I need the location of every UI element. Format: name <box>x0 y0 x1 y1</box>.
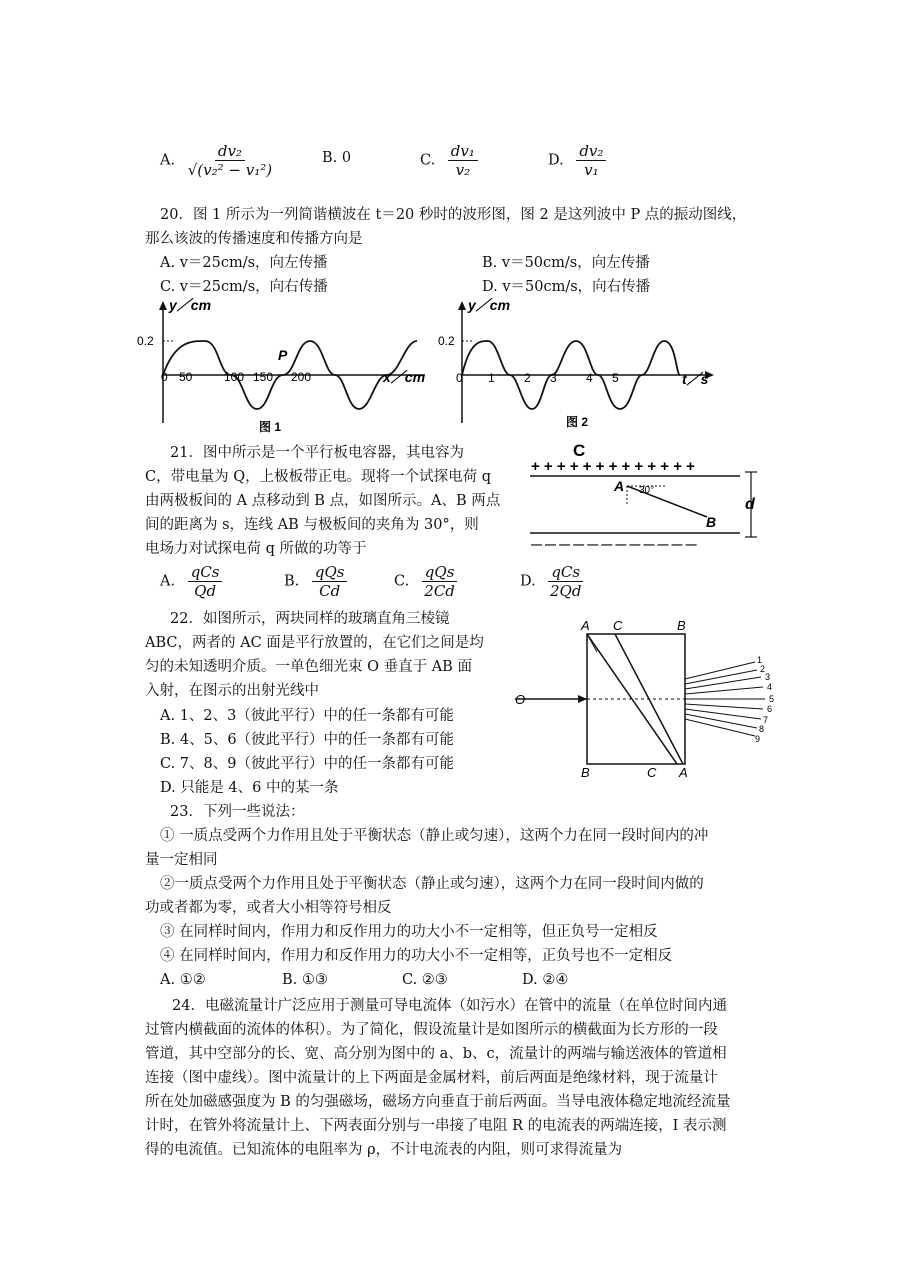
q20-option-b: B. v＝50cm/s，向左传播 <box>482 255 650 271</box>
fraction <box>448 142 478 179</box>
numerator: dv₁ <box>448 142 478 161</box>
q21-option-a <box>160 563 222 600</box>
capacitor-figure <box>525 438 775 553</box>
denominator: v₁ <box>584 161 599 179</box>
ray-label: 4 <box>767 682 773 692</box>
wave-figure-1 <box>135 298 435 438</box>
q24-stem-line-7: 得的电流值。已知流体的电阻率为 ρ，不计电流表的内阻，则可求得流量为 <box>145 1142 623 1158</box>
beam-label: O <box>515 692 526 707</box>
ray-2 <box>685 670 757 684</box>
q21-stem-line-5: 电场力对试探电荷 q 所做的功等于 <box>145 541 367 557</box>
q24-stem-line-1: 24．电磁流量计广泛应用于测量可导电流体（如污水）在管中的流量（在单位时间内通 <box>172 998 727 1014</box>
ray-6 <box>685 704 763 709</box>
y-axis-arrow <box>159 301 167 310</box>
denominator: Qd <box>194 582 217 600</box>
figure-caption: 图 1 <box>259 420 282 434</box>
q20-option-a: A. v＝25cm/s，向左传播 <box>160 255 328 271</box>
option-label: D. <box>520 573 536 590</box>
q21-option-d <box>520 563 583 600</box>
vertex-label-c-bottom: C <box>647 765 657 780</box>
t-tick-label: 1 <box>488 371 495 385</box>
amplitude-label: 0.2 <box>438 334 455 348</box>
x-tick-label: 150 <box>253 370 274 384</box>
q21-stem-line-2: C，带电量为 Q，上极板带正电。现将一个试探电荷 q <box>145 469 491 485</box>
q19-option-c <box>420 142 478 179</box>
ray-label: 5 <box>769 694 775 704</box>
option-label: A. <box>160 152 176 169</box>
option-label: A. <box>160 573 176 590</box>
q22-stem-line-2: ABC，两者的 AC 面是平行放置的，在它们之间是均 <box>145 635 484 651</box>
denominator: Cd <box>319 582 341 600</box>
denominator: 2Qd <box>549 582 582 600</box>
negative-charges: — — — — — — — — — — — — <box>531 539 697 551</box>
ray-label: 8 <box>759 724 765 734</box>
x-tick-label: 0 <box>161 370 168 384</box>
q21-stem-line-1: 21．图中所示是一个平行板电容器，其电容为 <box>170 445 464 461</box>
q23-option-c: C. ②③ <box>402 972 448 988</box>
ray-label: 2 <box>760 664 766 674</box>
q23-statement-2b: 功或者都为零，或者大小相等符号相反 <box>145 900 392 916</box>
q22-option-b: B. 4、5、6（彼此平行）中的任一条都有可能 <box>160 732 455 748</box>
q22-stem-line-1: 22．如图所示，两块同样的玻璃直角三棱镜 <box>170 611 450 627</box>
angle-label: 30° <box>639 485 655 496</box>
ray-label: 3 <box>765 672 771 682</box>
ray-label: 7 <box>763 715 769 725</box>
q22-option-a: A. 1、2、3（彼此平行）中的任一条都有可能 <box>160 708 454 724</box>
q23-statement-2a: ②一质点受两个力作用且处于平衡状态（静止或匀速），这两个力在同一段时间内做的 <box>160 876 704 892</box>
q24-stem-line-2: 过管内横截面的流体的体积）。为了简化，假设流量计是如图所示的横截面为长方形的一段 <box>145 1022 718 1038</box>
t-tick-label: 0 <box>456 371 463 385</box>
q20-option-d: D. v＝50cm/s，向右传播 <box>482 279 651 295</box>
incident-arrow <box>578 695 587 703</box>
q21-option-b <box>284 563 347 600</box>
option-label: B. <box>284 573 300 590</box>
q20-stem-line-2: 那么该波的传播速度和传播方向是 <box>145 231 363 247</box>
t-tick-label: 4 <box>586 371 593 385</box>
q23-option-b: B. ①③ <box>282 972 328 988</box>
q23-statement-3: ③ 在同样时间内，作用力和反作用力的功大小不一定相等，但正负号一定相反 <box>160 924 658 940</box>
numerator: dv₂ <box>576 142 606 161</box>
option-label: D. <box>548 152 564 169</box>
fraction <box>576 142 606 179</box>
q23-option-a: A. ①② <box>160 972 206 988</box>
vertex-label-a-top: A <box>581 618 590 633</box>
point-a-label: A <box>614 478 625 494</box>
q22-option-d: D. 只能是 4、6 中的某一条 <box>160 780 339 796</box>
prism-edge-mark <box>587 634 597 652</box>
x-tick-label: 50 <box>179 370 193 384</box>
fraction <box>188 563 223 600</box>
prism-figure <box>505 612 785 782</box>
q22-stem-line-3: 匀的未知透明介质。一单色细光束 O 垂直于 AB 面 <box>145 659 472 675</box>
ray-3 <box>685 677 761 689</box>
q20-option-c: C. v＝25cm/s，向右传播 <box>160 279 328 295</box>
x-axis-label: x／cm <box>383 369 426 385</box>
q21-option-c <box>394 563 457 600</box>
q23-statement-1b: 量一定相同 <box>145 852 218 868</box>
option-label: C. <box>394 573 410 590</box>
q23-option-d: D. ②④ <box>522 972 569 988</box>
q23-title: 23．下列一些说法： <box>170 804 305 820</box>
denominator: √(v₂² − v₁²) <box>187 161 273 179</box>
x-tick-label: 100 <box>224 370 245 384</box>
vertex-label-b-top: B <box>677 618 686 633</box>
q21-stem-line-4: 间的距离为 s，连线 AB 与极板间的夹角为 30°，则 <box>145 517 479 533</box>
vertex-label-b-bottom: B <box>581 765 590 780</box>
capacitor-label: C <box>573 441 586 460</box>
y-axis-label: y／cm <box>468 298 511 313</box>
ray-7 <box>685 709 761 719</box>
ray-9 <box>685 719 755 736</box>
ray-1 <box>685 662 755 679</box>
numerator: qQs <box>422 563 458 582</box>
t-tick-label: 3 <box>550 371 557 385</box>
numerator: qCs <box>548 563 583 582</box>
numerator: qCs <box>188 563 223 582</box>
q24-stem-line-3: 管道，其中空部分的长、宽、高分别为图中的 a、b、c，流量计的两端与输送液体的管道相 <box>145 1046 727 1062</box>
amplitude-label: 0.2 <box>137 334 154 348</box>
vibration-figure-2 <box>438 298 718 438</box>
q19-option-b: B. 0 <box>322 150 352 166</box>
numerator: dv₂ <box>215 142 245 161</box>
ray-label: 6 <box>767 704 773 714</box>
vertex-label-a-bottom: A <box>679 765 688 780</box>
q20-stem-line-1: 20．图 1 所示为一列简谐横波在 t＝20 秒时的波形图，图 2 是这列波中 P 点的振动图线， <box>160 207 747 223</box>
ray-label: 1 <box>757 655 763 665</box>
gap-label: d <box>745 496 755 513</box>
option-label: C. <box>420 152 436 169</box>
denominator: 2Cd <box>424 582 455 600</box>
q24-stem-line-5: 所在处加磁感强度为 B 的匀强磁场，磁场方向垂直于前后两面。当导电液体稳定地流经流量 <box>145 1094 731 1110</box>
q23-statement-4: ④ 在同样时间内，作用力和反作用力的功大小不一定相等，正负号也不一定相反 <box>160 948 673 964</box>
x-tick-label: 200 <box>291 370 312 384</box>
q24-stem-line-6: 计时，在管外将流量计上、下两表面分别与一串接了电阻 R 的电流表的两端连接，I 表示测 <box>145 1118 727 1134</box>
ray-label: 9 <box>755 734 761 744</box>
fraction <box>188 142 272 179</box>
q21-stem-line-3: 由两极板间的 A 点移动到 B 点，如图所示。A、B 两点 <box>145 493 501 509</box>
positive-charges: + + + + + + + + + + + + + <box>531 458 695 475</box>
y-axis-label: y／cm <box>169 298 212 313</box>
q19-option-d <box>548 142 606 179</box>
fraction <box>422 563 458 600</box>
numerator: qQs <box>312 563 348 582</box>
fraction <box>548 563 583 600</box>
q24-stem-line-4: 连接（图中虚线）。图中流量计的上下两面是金属材料，前后两面是绝缘材料，现于流量计 <box>145 1070 718 1086</box>
point-b-label: B <box>706 514 717 530</box>
q22-option-c: C. 7、8、9（彼此平行）中的任一条都有可能 <box>160 756 454 772</box>
t-tick-label: 2 <box>524 371 531 385</box>
figure-caption: 图 2 <box>566 415 589 429</box>
vertex-label-c-top: C <box>613 618 623 633</box>
q22-stem-line-4: 入射，在图示的出射光线中 <box>145 683 319 699</box>
q19-option-a <box>160 142 272 179</box>
q23-statement-1a: ① 一质点受两个力作用且处于平衡状态（静止或匀速），这两个力在同一段时间内的冲 <box>160 828 709 844</box>
denominator: v₂ <box>455 161 471 179</box>
t-axis-label: t／s <box>682 371 709 387</box>
ray-8 <box>685 714 757 728</box>
point-p-label: P <box>278 347 288 363</box>
ray-4 <box>685 687 763 694</box>
y-axis-arrow <box>458 301 466 310</box>
fraction <box>312 563 348 600</box>
t-tick-label: 5 <box>612 371 619 385</box>
